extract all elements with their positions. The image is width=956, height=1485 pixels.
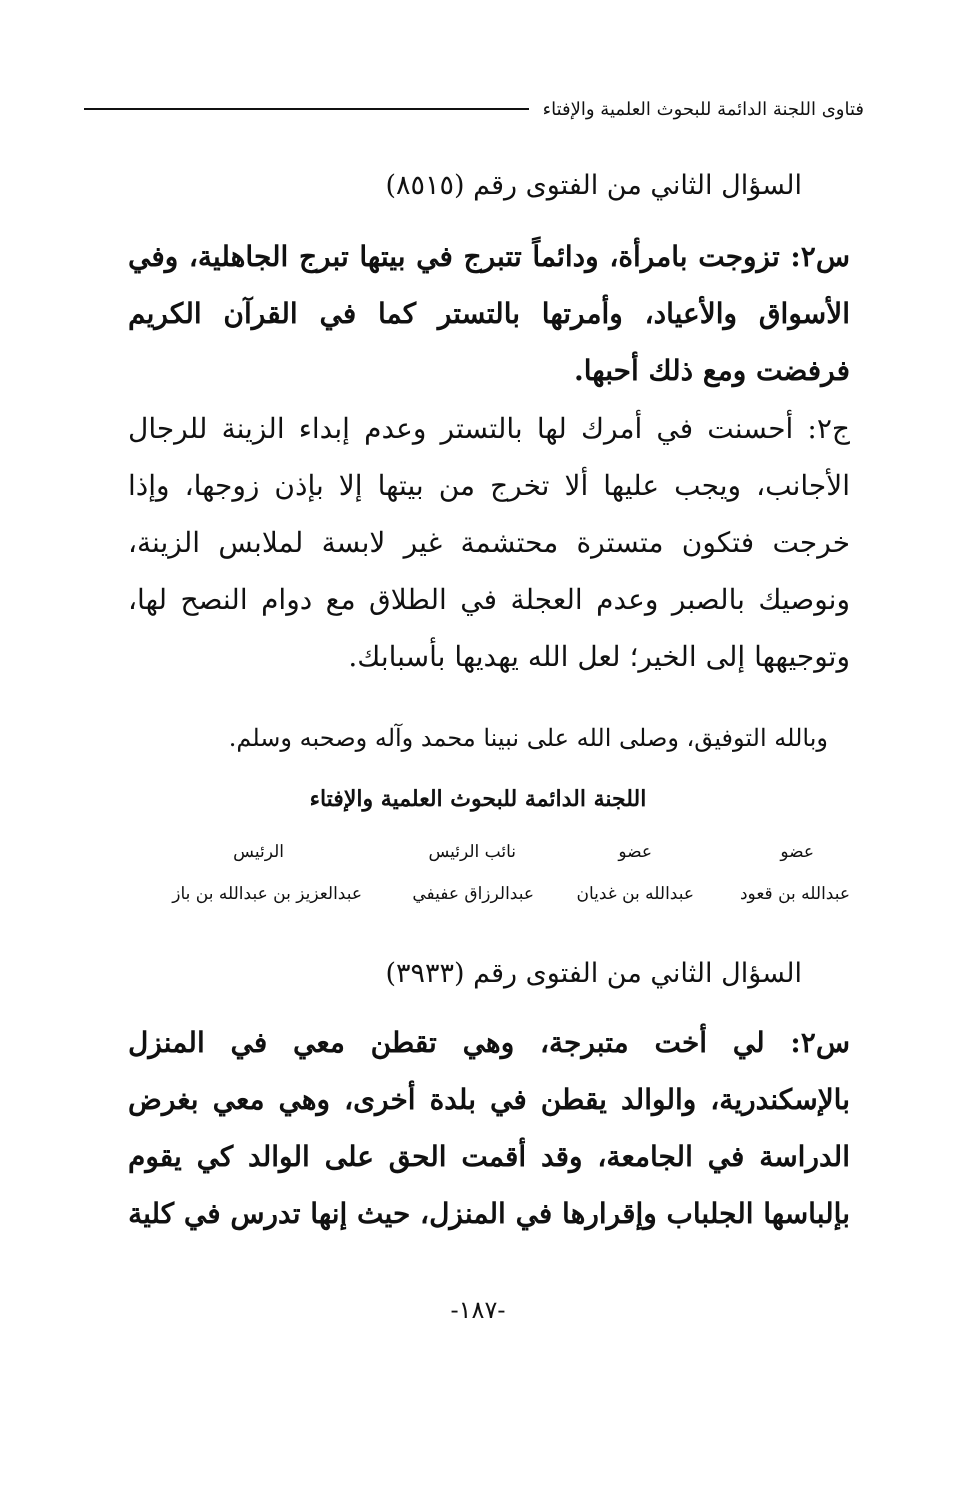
committee-name: اللجنة الدائمة للبحوث العلمية والإفتاء: [309, 786, 647, 812]
question-text-2: س٢: لي أخت متبرجة، وهي تقطن معي في المنزل بالإسكندرية، والوالد يقطن في بلدة أخرى، وهي معي بغرض الدراسة في الجامعة، وقد أقمت الحق على الوالد كي يقوم بإلباسها الجلباب وإقرارها في المنزل، حيث إنها تدرس في كلية: [128, 1026, 850, 1230]
fatwa-heading-1: السؤال الثاني من الفتوى رقم (٨٥١٥): [385, 170, 802, 201]
page-number: -١٨٧-: [450, 1296, 506, 1324]
member-name-2: عبدالله بن غديان: [576, 884, 694, 904]
member-name-1: عبدالله بن قعود: [739, 884, 850, 904]
closing-text: وبالله التوفيق، وصلى الله على نبينا محمد وآله وصحبه وسلم.: [228, 724, 828, 752]
fatwa-heading-2: السؤال الثاني من الفتوى رقم (٣٩٣٣): [385, 958, 802, 989]
running-header: [84, 92, 864, 126]
member-title-2: عضو: [618, 842, 652, 862]
member-title-4: الرئيس: [233, 842, 284, 862]
question-text-1: س٢: تزوجت بامرأة، ودائماً تتبرج في بيتها تبرج الجاهلية، وفي الأسواق والأعياد، وأمرتها بالتستر كما في القرآن الكريم فرفضت ومع ذلك أحبها.: [128, 240, 850, 387]
member-name-4: عبدالعزيز بن عبدالله بن باز: [172, 884, 362, 904]
member-name-3: عبدالرزاق عفيفي: [412, 884, 534, 904]
answer-text-1: ج٢: أحسنت في أمرك لها بالتستر وعدم إبداء الزينة للرجال الأجانب، ويجب عليها ألا تخرج من بيتها إلا بإذن زوجها، وإذا خرجت فتكون متسترة محتشمة غير لابسة لملابس الزينة، ونوصيك بالصبر وعدم العجلة في الطلاق مع دوام النصح لها، وتوجيهها إلى الخير؛ لعل الله يهديها بأسبابك.: [128, 412, 850, 673]
member-title-3: نائب الرئيس: [428, 842, 516, 862]
header-title: فتاوى اللجنة الدائمة للبحوث العلمية والإفتاء: [542, 98, 864, 120]
member-title-1: عضو: [780, 842, 814, 862]
header-rule: [84, 108, 529, 110]
